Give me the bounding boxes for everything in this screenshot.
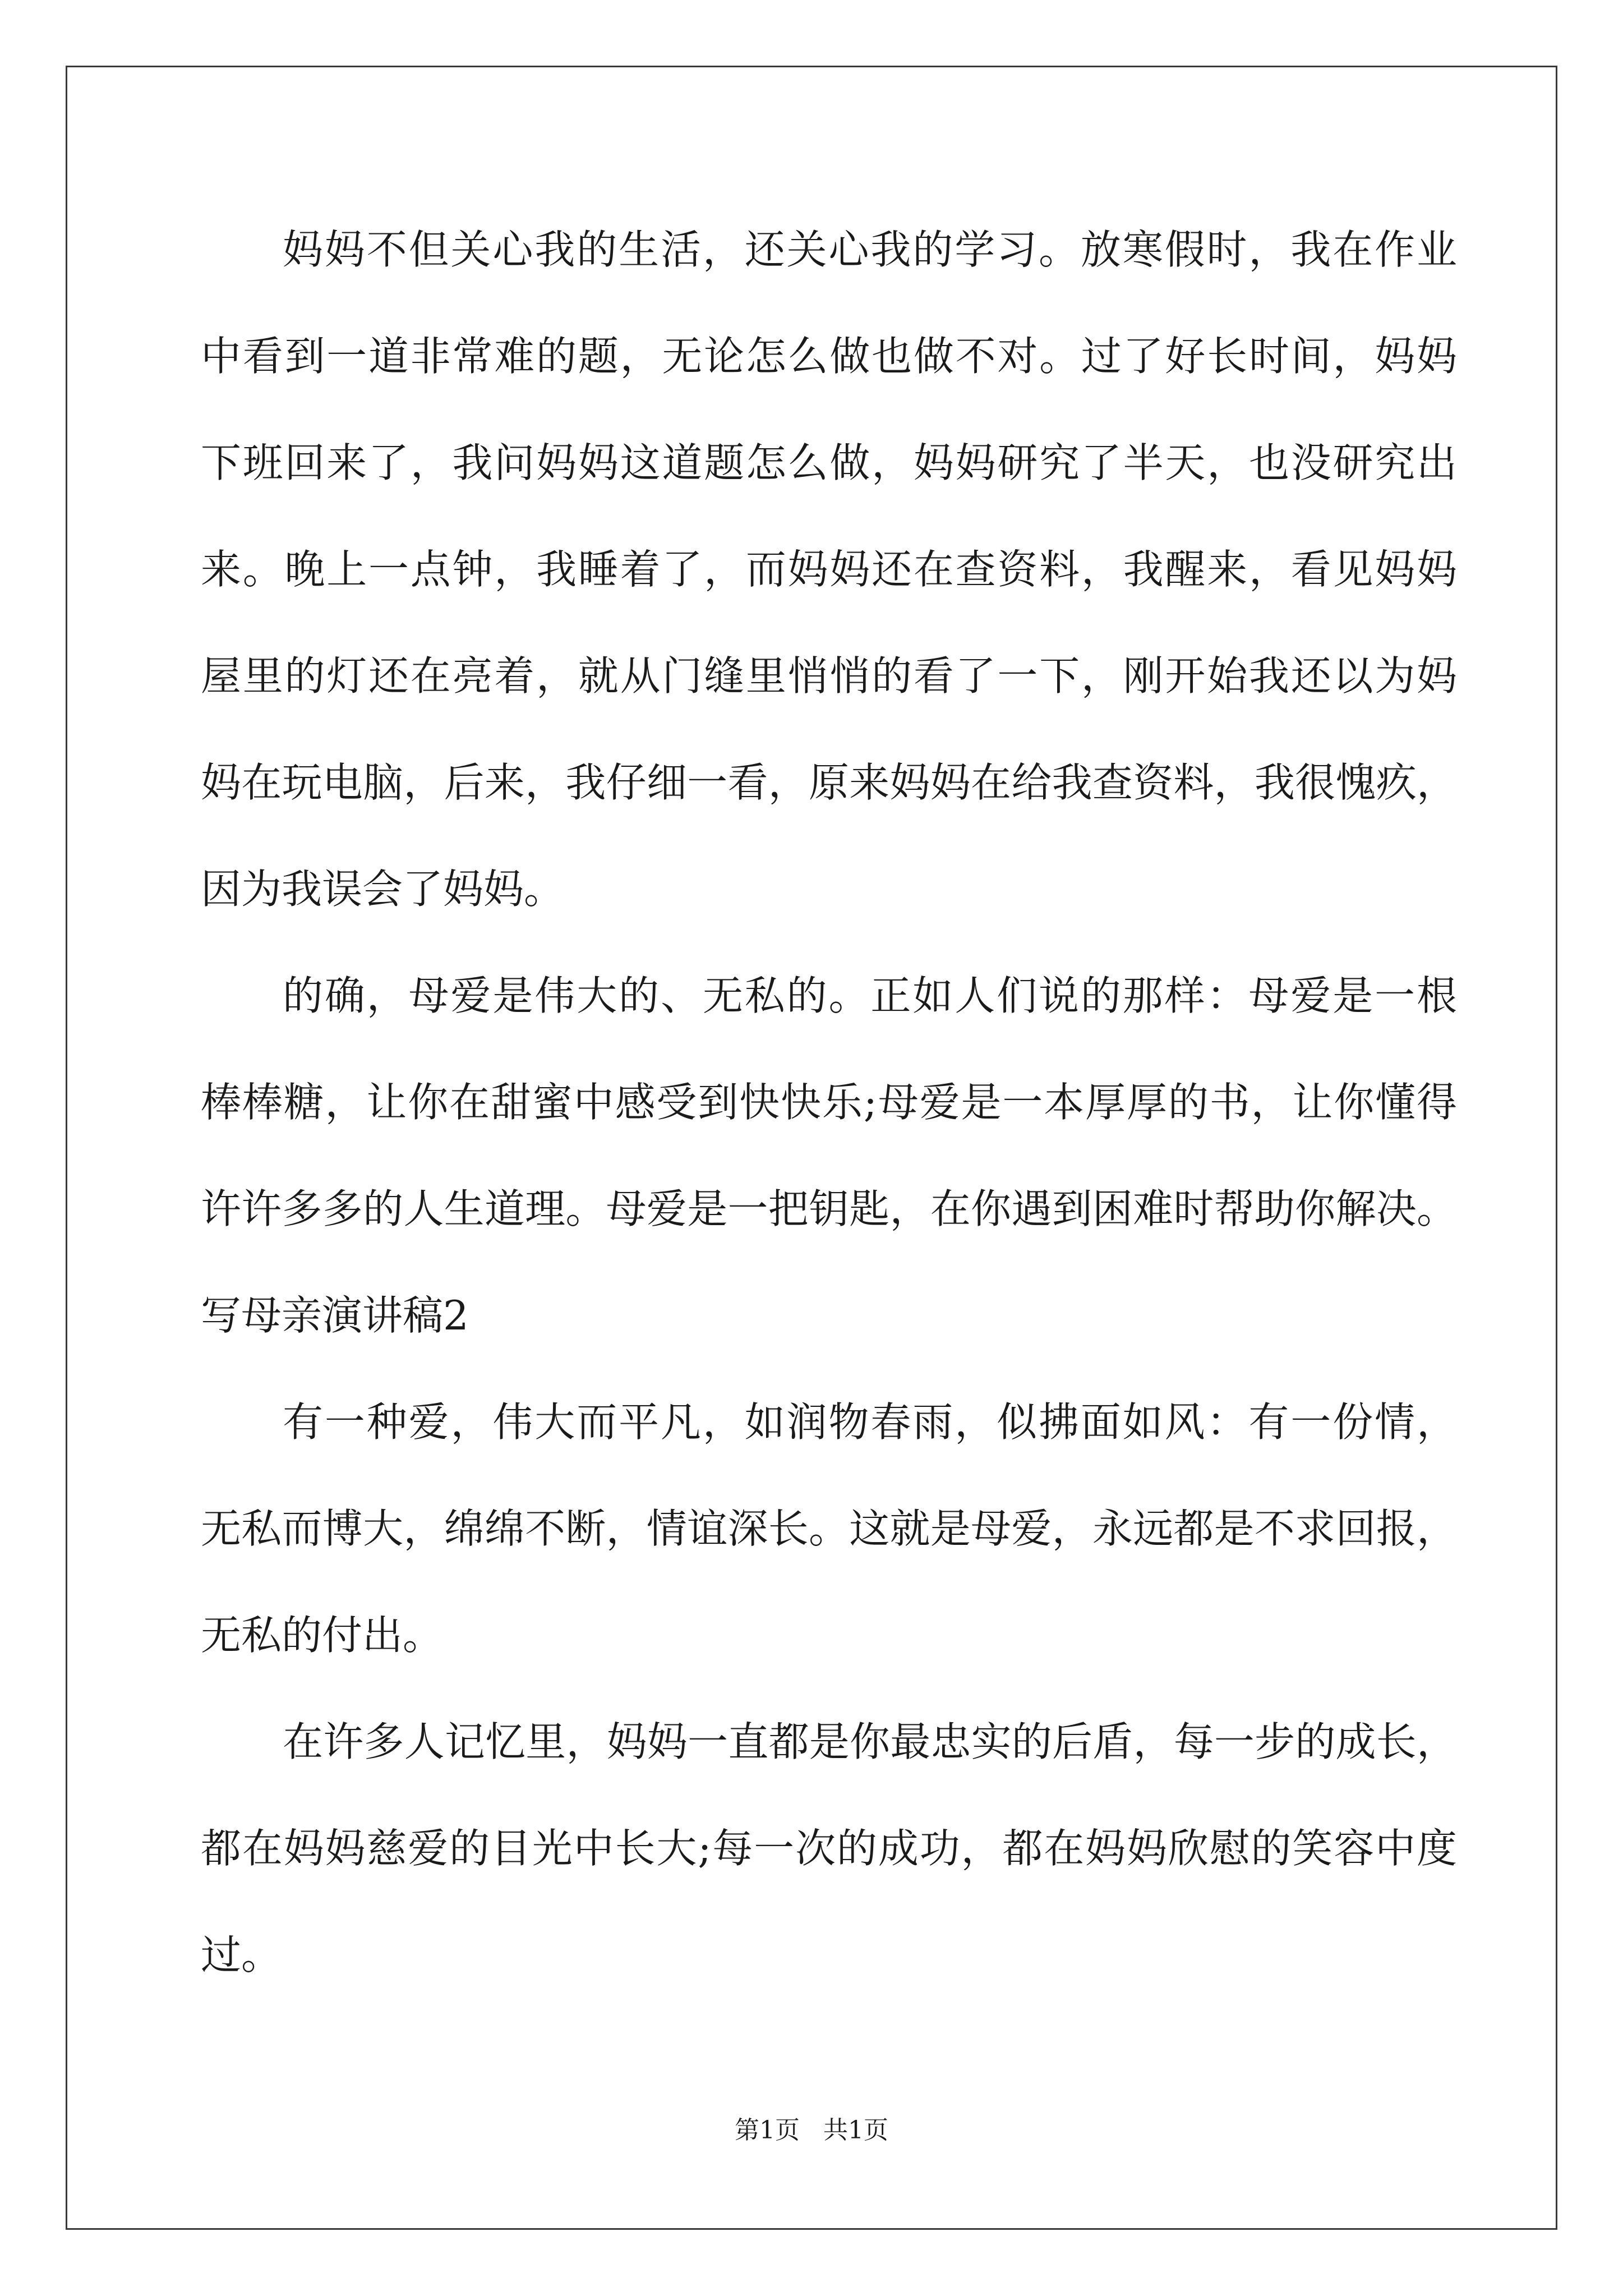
text-line: 在许多人记忆里，妈妈一直都是你最忠实的后盾，每一步的成长， [283, 1718, 1457, 1765]
text-line: 屋里的灯还在亮着，就从门缝里悄悄的看了一下，刚开始我还以为妈 [201, 652, 1457, 700]
text-line: 妈在玩电脑，后来，我仔细一看，原来妈妈在给我查资料，我很愧疚， [201, 759, 1457, 806]
text-line: 都在妈妈慈爱的目光中长大;每一次的成功，都在妈妈欣慰的笑容中度 [201, 1825, 1457, 1872]
page-total: 共1页 [823, 2116, 888, 2145]
text-line: 无私的付出。 [201, 1612, 444, 1659]
text-line: 过。 [201, 1931, 282, 1978]
text-line: 下班回来了，我问妈妈这道题怎么做，妈妈研究了半天，也没研究出 [201, 439, 1457, 486]
text-line: 妈妈不但关心我的生活，还关心我的学习。放寒假时，我在作业 [283, 226, 1457, 273]
text-line: 来。晚上一点钟，我睡着了，而妈妈还在查资料，我醒来，看见妈妈 [201, 546, 1457, 593]
text-line: 无私而博大，绵绵不断，情谊深长。这就是母爱，永远都是不求回报， [201, 1505, 1457, 1552]
page-border [66, 66, 1557, 2230]
section-heading: 写母亲演讲稿2 [201, 1292, 469, 1339]
page-number: 第1页 [735, 2116, 800, 2145]
text-line: 许许多多的人生道理。母爱是一把钥匙，在你遇到困难时帮助你解决。 [201, 1185, 1457, 1232]
text-line: 有一种爱，伟大而平凡，如润物春雨，似拂面如风：有一份情， [283, 1398, 1457, 1446]
text-line: 因为我误会了妈妈。 [201, 866, 565, 913]
text-line: 棒棒糖，让你在甜蜜中感受到快快乐;母爱是一本厚厚的书，让你懂得 [201, 1079, 1457, 1126]
page-footer [0, 2114, 1623, 2147]
text-line: 的确，母爱是伟大的、无私的。正如人们说的那样：母爱是一根 [283, 972, 1457, 1019]
text-line: 中看到一道非常难的题，无论怎么做也做不对。过了好长时间，妈妈 [201, 333, 1457, 380]
